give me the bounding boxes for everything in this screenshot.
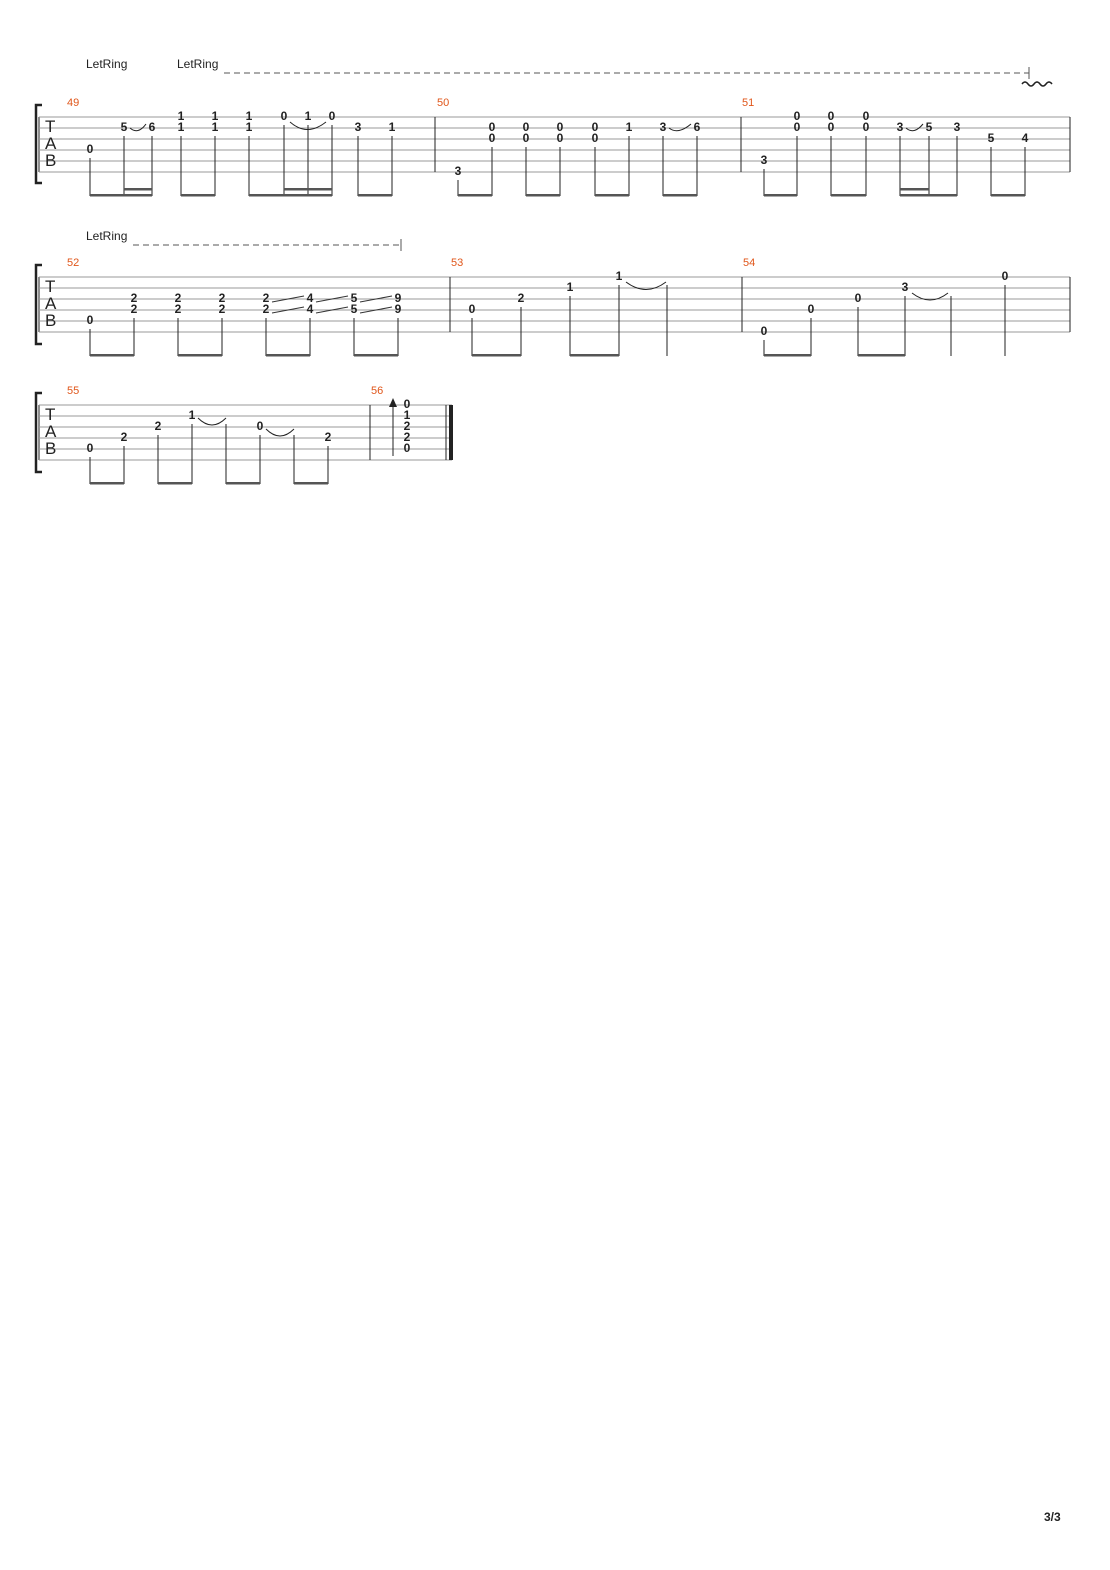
tab-clef-b: B [45,151,57,170]
fret-number: 2 [130,291,138,305]
fret-number: 0 [591,131,599,145]
let-ring-label: LetRing [86,229,128,243]
fret-number: 0 [256,419,264,433]
slur-arc [130,124,146,131]
fret-number: 0 [807,302,815,316]
tab-staff [39,405,452,460]
fret-number: 0 [280,109,288,123]
slur-arc [669,124,691,131]
fret-number: 1 [211,120,219,134]
measure-52 [87,291,402,357]
fret-number: 0 [556,131,564,145]
note-beams [764,188,1025,197]
fret-number: 2 [218,302,226,316]
note-beams [458,194,697,197]
measure-number: 53 [451,257,464,269]
tab-clef [45,117,57,170]
measure-55 [87,408,332,485]
fret-number: 2 [517,291,525,305]
system-2 [36,229,1070,357]
fret-number: 1 [615,269,623,283]
tie-arc [198,418,226,425]
fret-number: 2 [174,302,182,316]
measure-number: 49 [67,97,80,109]
tie-arc [266,429,294,436]
tab-clef [45,277,57,330]
measure-54 [761,269,1009,357]
fret-number: 0 [591,120,599,134]
fret-number: 3 [659,120,667,134]
tab-clef-a: A [45,134,57,153]
measure-number: 52 [67,257,80,269]
fret-number: 2 [403,419,411,433]
fret-number: 0 [854,291,862,305]
fret-number: 6 [148,120,156,134]
measure-51 [761,109,1029,197]
fret-number: 4 [306,291,314,305]
note-beams [90,354,398,357]
fret-number: 1 [388,120,396,134]
fret-number: 0 [86,441,94,455]
fret-number: 2 [262,302,270,316]
fret-number: 0 [862,109,870,123]
note-beams [90,188,392,197]
tab-clef-t: T [45,117,56,136]
note-beams [90,482,328,485]
tab-clef-b: B [45,311,57,330]
system-1 [36,57,1070,197]
fret-number: 5 [120,120,128,134]
fret-number: 0 [522,120,530,134]
vibrato-icon [1022,82,1052,86]
fret-number: 4 [1021,131,1029,145]
measure-53 [469,269,667,357]
fret-number: 0 [328,109,336,123]
note-stems [90,318,398,356]
fret-number: 4 [306,302,314,316]
fret-number: 9 [394,291,402,305]
fret-number: 3 [354,120,362,134]
fret-number: 1 [403,408,411,422]
page-number: 3/3 [1044,1510,1061,1524]
tab-clef-t: T [45,277,56,296]
fret-number: 2 [403,430,411,444]
measure-number: 54 [743,257,756,269]
let-ring-label: LetRing [86,57,128,71]
tab-clef-a: A [45,422,57,441]
fret-number: 0 [827,120,835,134]
note-stems [458,136,697,196]
fret-number: 1 [188,408,196,422]
fret-number: 5 [925,120,933,134]
fret-number: 1 [245,120,253,134]
fret-number: 3 [953,120,961,134]
fret-number: 0 [827,109,835,123]
fret-number: 0 [488,131,496,145]
measure-number: 55 [67,385,80,397]
fret-number: 1 [245,109,253,123]
fret-number: 1 [211,109,219,123]
fret-number: 0 [403,397,411,411]
fret-number: 0 [760,324,768,338]
fret-number: 9 [394,302,402,316]
fret-number: 0 [793,109,801,123]
fret-number: 2 [174,291,182,305]
fret-number: 0 [556,120,564,134]
fret-number: 3 [901,280,909,294]
fret-number: 0 [522,131,530,145]
fret-number: 5 [987,131,995,145]
fret-number: 0 [1001,269,1009,283]
fret-number: 3 [454,164,462,178]
fret-number: 1 [177,109,185,123]
fret-number: 0 [86,313,94,327]
tab-clef-a: A [45,294,57,313]
fret-number: 0 [86,142,94,156]
note-beams [764,354,905,357]
fret-number: 2 [218,291,226,305]
fret-number: 2 [262,291,270,305]
fret-number: 3 [896,120,904,134]
tab-staff [39,117,1070,172]
measure-49 [87,109,396,197]
fret-number: 1 [304,109,312,123]
fret-number: 0 [468,302,476,316]
note-stems [764,136,1025,196]
system-3 [36,385,453,485]
tab-clef-t: T [45,405,56,424]
measure-number: 50 [437,97,450,109]
tab-clef [45,405,57,458]
fret-number: 2 [120,430,128,444]
measure-number: 51 [742,97,755,109]
fret-number: 1 [177,120,185,134]
fret-number: 2 [130,302,138,316]
fret-number: 0 [862,120,870,134]
fret-number: 2 [154,419,162,433]
fret-number: 6 [693,120,701,134]
fret-number: 1 [566,280,574,294]
fret-number: 5 [350,291,358,305]
fret-number: 5 [350,302,358,316]
final-barline-thick [449,405,453,460]
let-ring-label: LetRing [177,57,219,71]
fret-number: 3 [760,153,768,167]
measure-number: 56 [371,385,384,397]
measure-50 [455,120,701,197]
note-beams [472,354,619,357]
fret-number: 0 [793,120,801,134]
fret-number: 2 [324,430,332,444]
tab-staff [39,277,1070,332]
slur-arc [906,124,923,131]
fret-number: 1 [625,120,633,134]
tab-clef-b: B [45,439,57,458]
fret-number: 0 [488,120,496,134]
fret-number: 0 [403,441,411,455]
